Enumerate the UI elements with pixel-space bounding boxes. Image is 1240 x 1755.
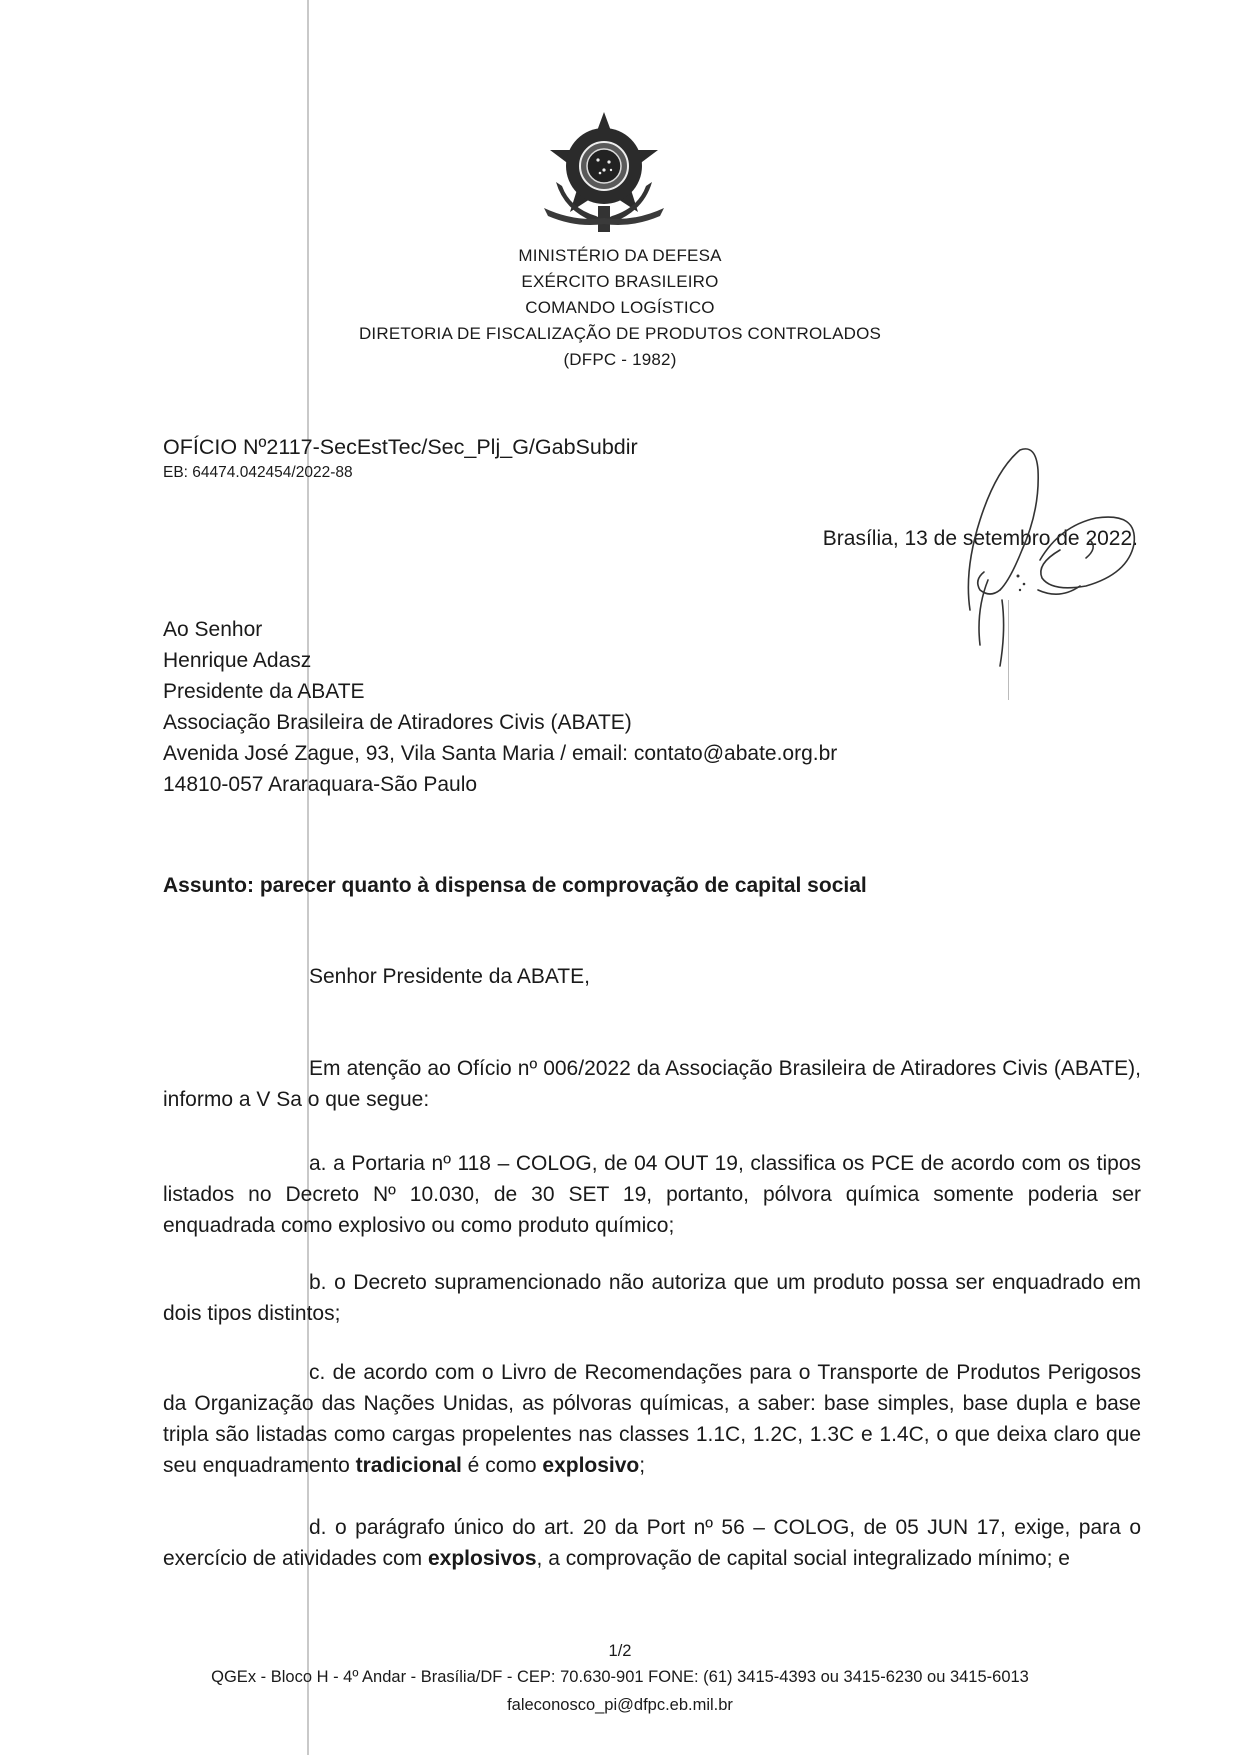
- paragraph-c: [163, 1357, 1141, 1481]
- document-date: Brasília, 13 de setembro de 2022.: [822, 527, 1138, 550]
- letterhead: [0, 243, 1240, 373]
- recipient-name: Henrique Adasz: [163, 649, 312, 672]
- paragraph-d-text-2: , a comprovação de capital social integralizado mínimo; e: [536, 1547, 1070, 1570]
- recipient-organization: Associação Brasileira de Atiradores Civis (ABATE): [163, 711, 632, 734]
- header-directorate: DIRETORIA DE FISCALIZAÇÃO DE PRODUTOS CONTROLADOS: [358, 324, 882, 343]
- header-ministry: MINISTÉRIO DA DEFESA: [518, 246, 722, 265]
- recipient-address: Avenida José Zague, 93, Vila Santa Maria / email: contato@abate.org.br: [163, 742, 838, 765]
- paragraph-c-text-1: c. de acordo com o Livro de Recomendações para o Transporte de Produtos Perigosos da Organização das Nações Unidas, as pólvoras químicas, a saber: base simples, base dupla e base tripla são listadas como cargas propelentes nas classes 1.1C, 1.2C, 1.3C e 1.4C, o que deixa claro que seu enquadramento: [163, 1361, 1141, 1477]
- paragraph-c-text-3: ;: [639, 1454, 646, 1477]
- header-command: COMANDO LOGÍSTICO: [525, 298, 715, 317]
- recipient-city: 14810-057 Araraquara-São Paulo: [163, 773, 478, 796]
- paragraph-d: [163, 1512, 1141, 1574]
- footer-address: QGEx - Bloco H - 4º Andar - Brasília/DF - CEP: 70.630-901 FONE: (61) 3415-4393 ou 3415-6230 ou 3415-6013: [211, 1668, 1029, 1686]
- header-acronym: (DFPC - 1982): [563, 350, 677, 369]
- paragraph-c-bold-1: tradicional: [355, 1454, 462, 1477]
- paragraph-c-text-2: é como: [461, 1454, 543, 1477]
- subject-line: Assunto: parecer quanto à dispensa de comprovação de capital social: [163, 874, 867, 897]
- recipient-block: [163, 614, 837, 800]
- document-reference: [163, 432, 638, 484]
- eb-protocol: EB: 64474.042454/2022-88: [163, 464, 353, 481]
- header-army: EXÉRCITO BRASILEIRO: [521, 272, 719, 291]
- paragraph-d-text-1: d. o parágrafo único do art. 20 da Port nº 56 – COLOG, de 05 JUN 17, exige, para o exercício de atividades com: [163, 1516, 1141, 1570]
- recipient-salutation: Ao Senhor: [163, 618, 263, 641]
- footer-email: faleconosco_pi@dfpc.eb.mil.br: [507, 1696, 733, 1714]
- greeting: Senhor Presidente da ABATE,: [309, 965, 590, 988]
- oficio-number: OFÍCIO Nº2117-SecEstTec/Sec_Plj_G/GabSubdir: [163, 435, 638, 459]
- paragraph-d-bold: explosivos: [427, 1547, 537, 1570]
- handwritten-signature: [940, 440, 1160, 680]
- page-number: 1/2: [608, 1642, 632, 1660]
- paragraph-intro: Em atenção ao Ofício nº 006/2022 da Associação Brasileira de Atiradores Civis (ABATE), informo a V Sa o que segue:: [163, 1057, 1141, 1111]
- paragraph-c-bold-2: explosivo: [542, 1454, 640, 1477]
- paragraph-b: b. o Decreto supramencionado não autoriza que um produto possa ser enquadrado em dois tipos distintos;: [163, 1271, 1141, 1325]
- paragraph-a: a. a Portaria nº 118 – COLOG, de 04 OUT 19, classifica os PCE de acordo com os tipos listados no Decreto Nº 10.030, de 30 SET 19, portanto, pólvora química somente poderia ser enquadrada como explosivo ou como produto químico;: [163, 1152, 1141, 1237]
- recipient-title: Presidente da ABATE: [163, 680, 365, 703]
- coat-of-arms-icon: [534, 110, 674, 245]
